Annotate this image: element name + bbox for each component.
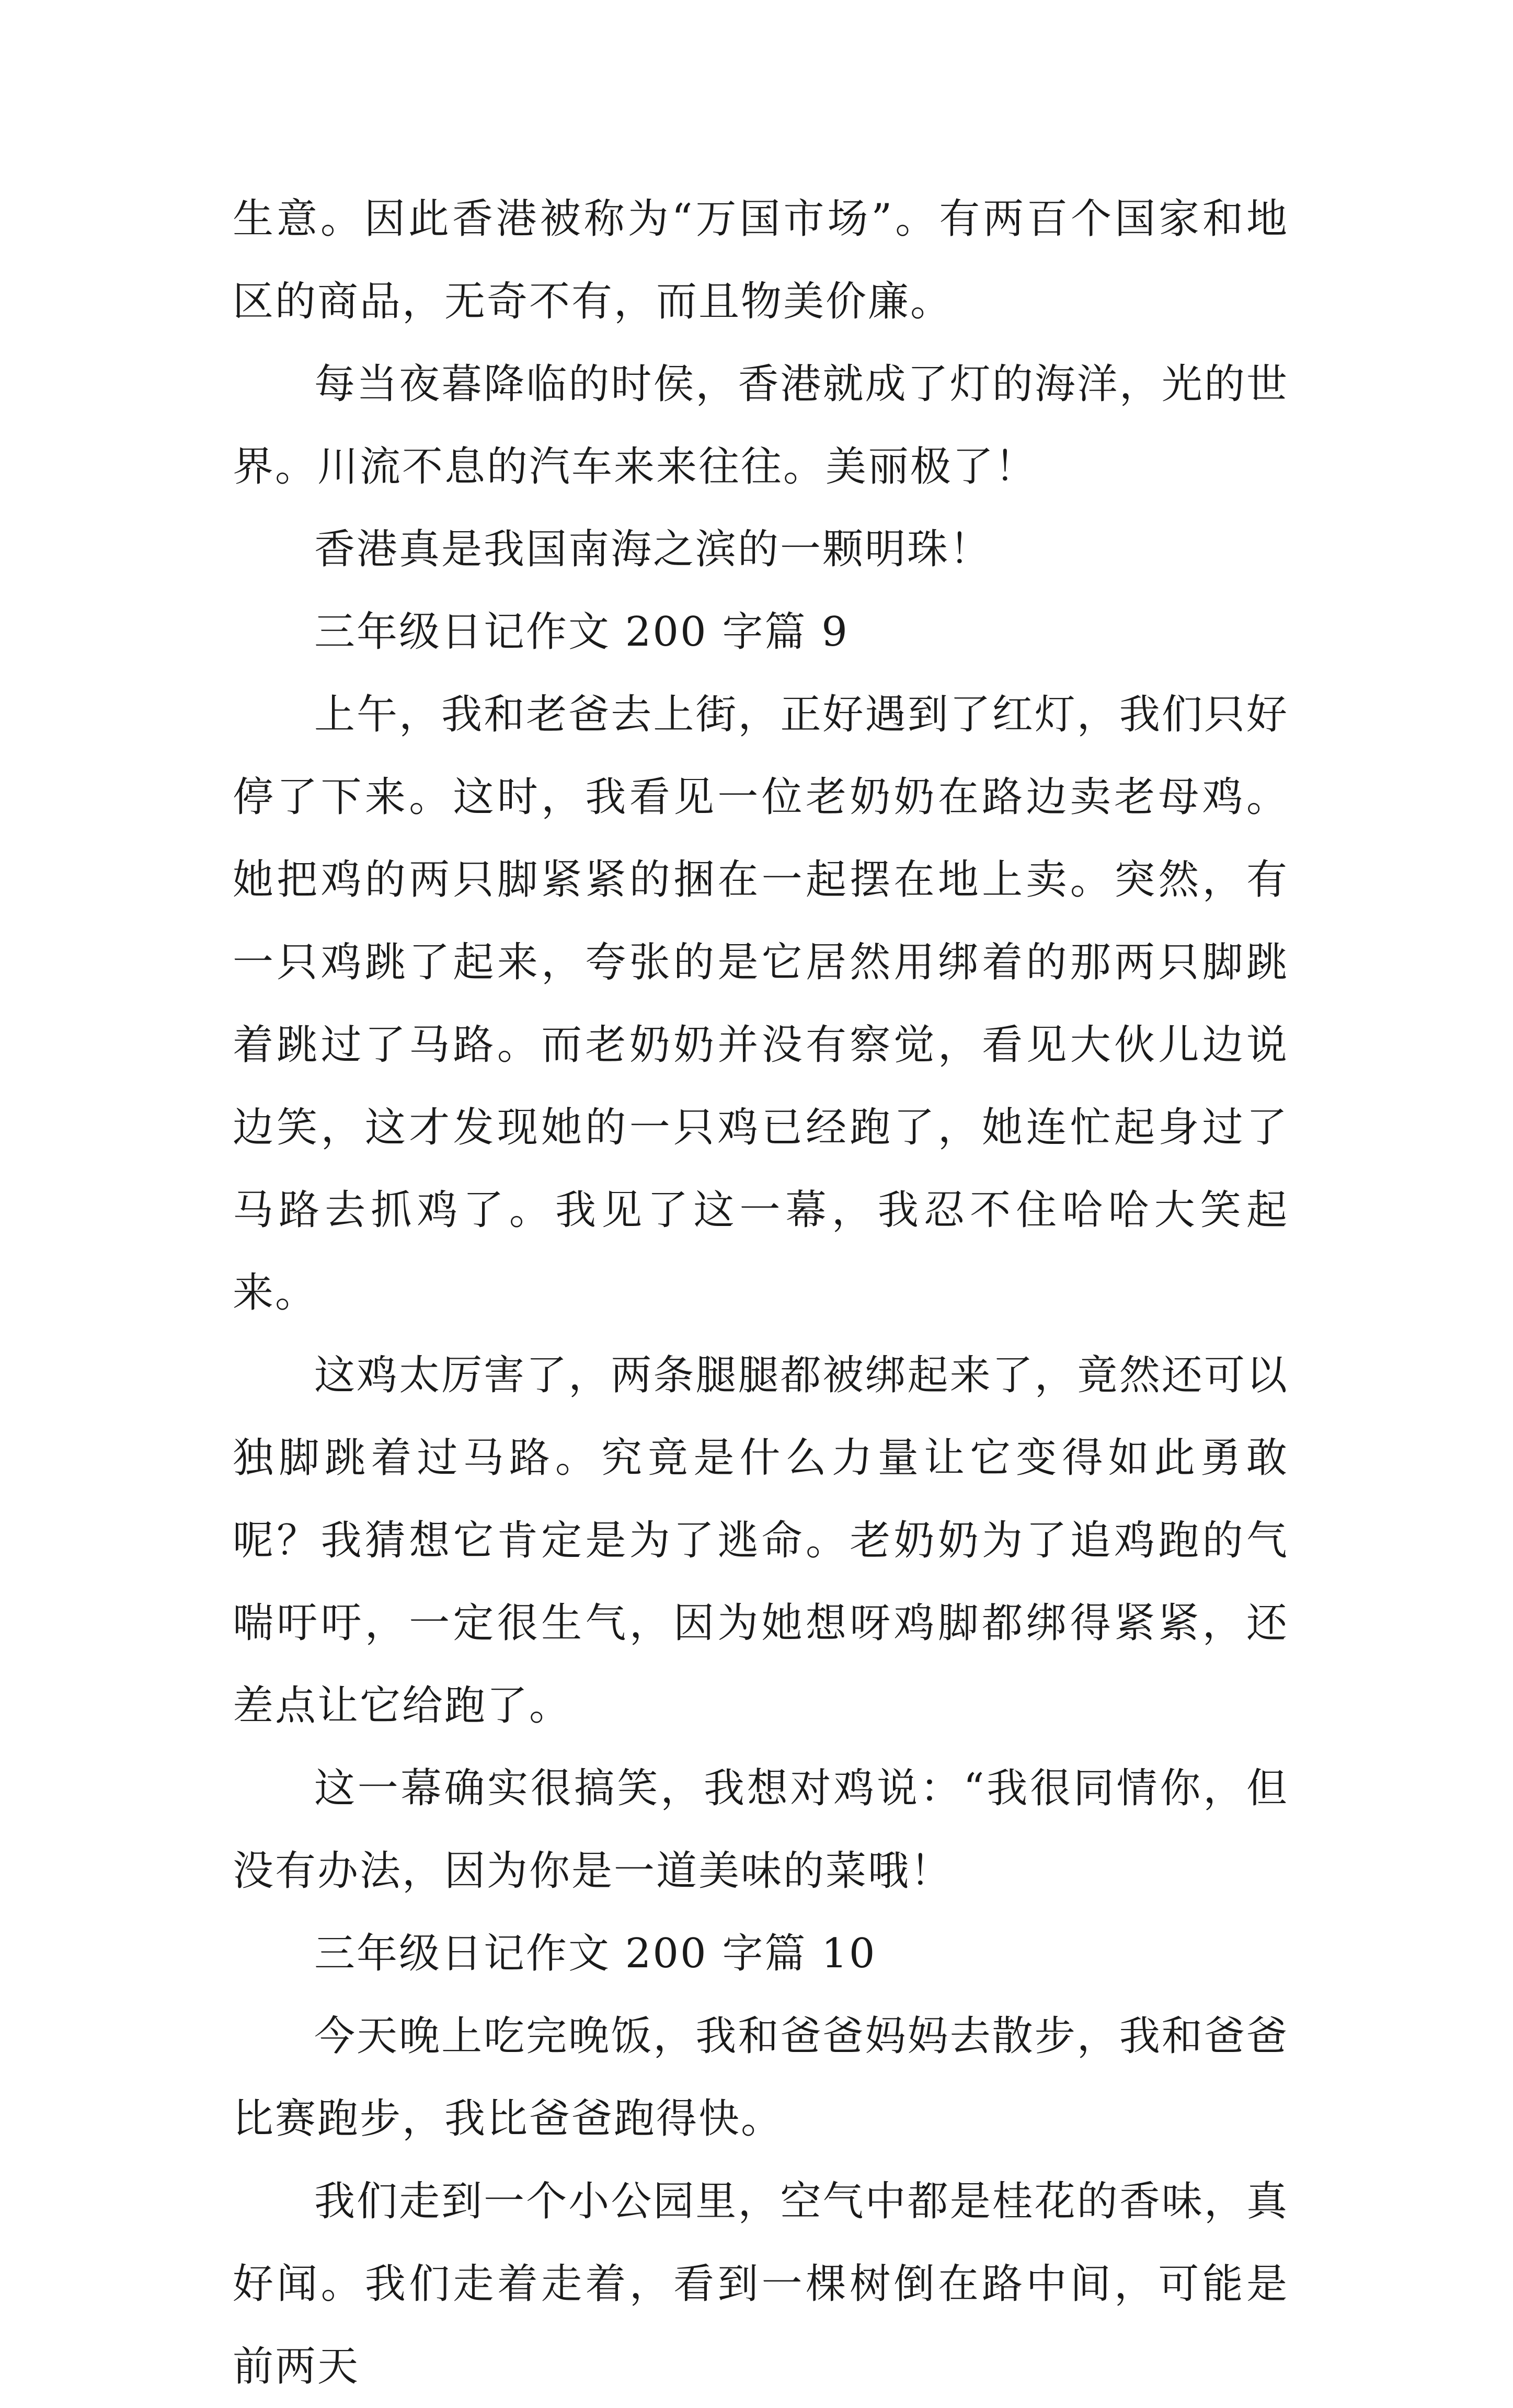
paragraph-7: 今天晚上吃完晚饭，我和爸爸妈妈去散步，我和爸爸比赛跑步，我比爸爸跑得快。 bbox=[233, 2013, 1289, 2142]
paragraph-3: 香港真是我国南海之滨的一颗明珠！ bbox=[314, 526, 992, 573]
paragraph-1: 生意。因此香港被称为“万国市场”。有两百个国家和地区的商品，无奇不有，而且物美价廉。 bbox=[233, 196, 1289, 325]
section-heading-10: 三年级日记作文 200 字篇 10 bbox=[314, 1930, 877, 1977]
paragraph-6: 这一幕确实很搞笑，我想对鸡说：“我很同情你，但没有办法，因为你是一道美味的菜哦！ bbox=[233, 1765, 1289, 1895]
paragraph-4: 上午，我和老爸去上街，正好遇到了红灯，我们只好停了下来。这时，我看见一位老奶奶在路边卖老母鸡。她把鸡的两只脚紧紧的捆在一起摆在地上卖。突然，有一只鸡跳了起来，夸张的是它居然用绑着的那两只脚跳着跳过了马路。而老奶奶并没有察觉，看见大伙儿边说边笑，这才发现她的一只鸡已经跑了，她连忙起身过了马路去抓鸡了。我见了这一幕，我忍不住哈哈大笑起来。 bbox=[233, 691, 1289, 1316]
paragraph-8: 我们走到一个小公园里，空气中都是桂花的香味，真好闻。我们走着走着，看到一棵树倒在路中间，可能是前两天 bbox=[233, 2178, 1289, 2390]
paragraph-5: 这鸡太厉害了，两条腿腿都被绑起来了，竟然还可以独脚跳着过马路。究竟是什么力量让它变得如此勇敢呢？我猜想它肯定是为了逃命。老奶奶为了追鸡跑的气喘吁吁，一定很生气，因为她想呀鸡脚都绑得紧紧，还差点让它给跑了。 bbox=[233, 1352, 1289, 1729]
section-heading-9: 三年级日记作文 200 字篇 9 bbox=[314, 609, 849, 656]
paragraph-2: 每当夜暮降临的时侯，香港就成了灯的海洋，光的世界。川流不息的汽车来来往往。美丽极了！ bbox=[233, 361, 1289, 490]
document-body bbox=[233, 178, 1289, 2408]
